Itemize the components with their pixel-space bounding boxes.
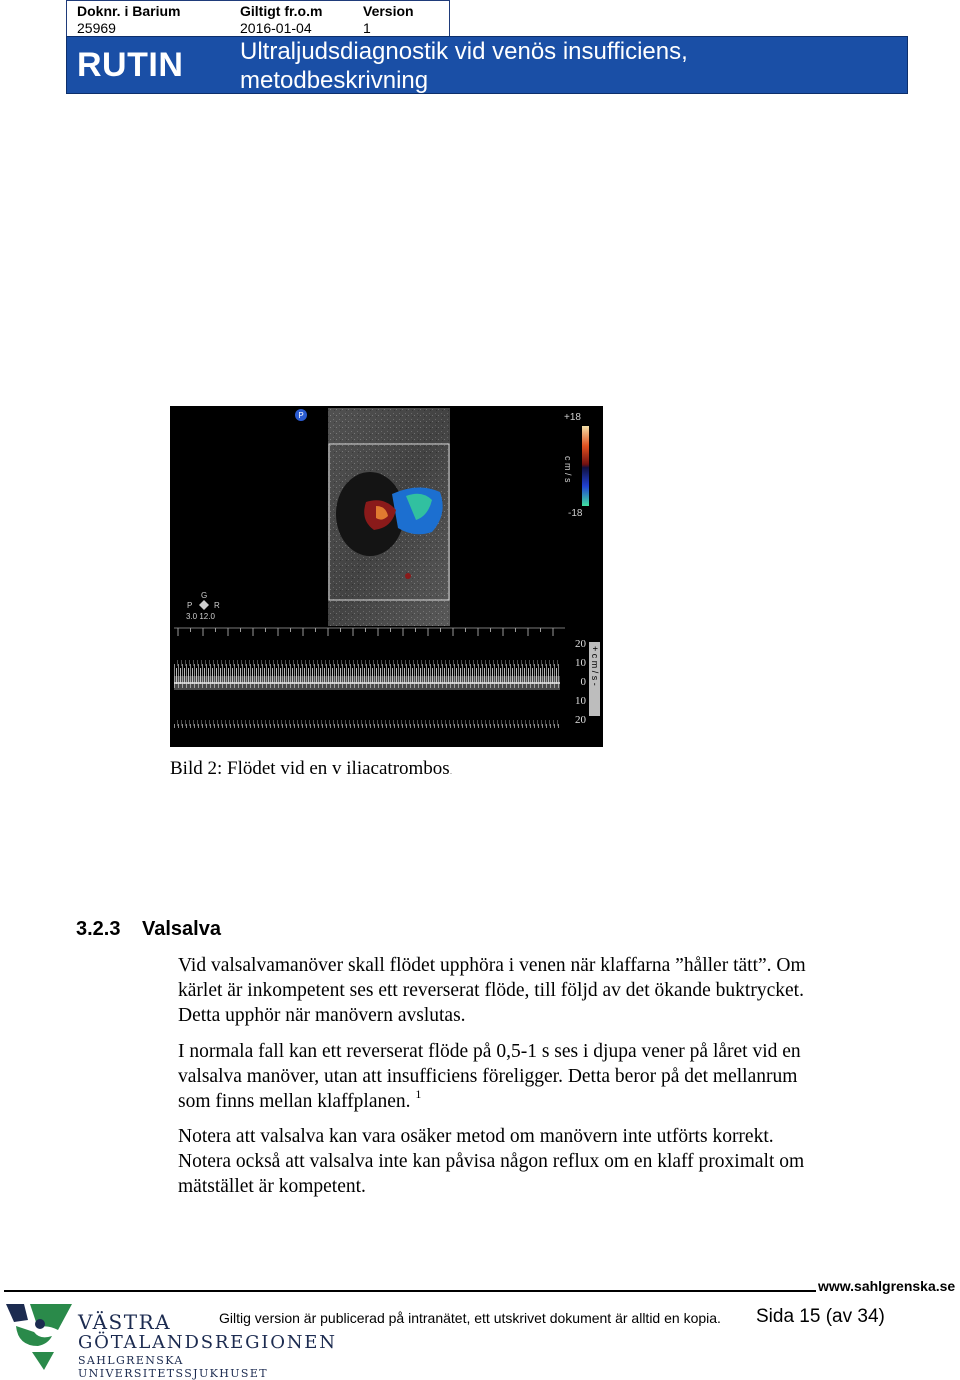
docnr-value: 25969 bbox=[77, 20, 116, 36]
doppler-scale-label: 0 bbox=[580, 676, 586, 688]
paragraph-2 bbox=[178, 1039, 898, 1114]
version-value: 1 bbox=[363, 20, 371, 36]
document-type: RUTIN bbox=[77, 46, 184, 84]
doppler-scale-label: 20 bbox=[575, 714, 586, 726]
color-scale-bar bbox=[582, 426, 589, 506]
paragraph-1 bbox=[178, 953, 898, 1028]
view-label-g: G bbox=[201, 591, 208, 600]
figure-caption bbox=[170, 758, 452, 780]
document-meta-box bbox=[66, 0, 450, 36]
doppler-unit: + c m / s - bbox=[590, 646, 600, 686]
document-title bbox=[240, 37, 840, 95]
footer-note: Giltig version är publicerad på intranätet, ett utskrivet dokument är alltid en kopia. bbox=[219, 1310, 721, 1326]
footer-rule bbox=[4, 1290, 816, 1292]
version-label: Version bbox=[363, 3, 414, 19]
view-label-r: R bbox=[214, 601, 220, 610]
paragraph-line-text: som finns mellan klaffplanen. bbox=[178, 1091, 411, 1112]
color-scale-top: +18 bbox=[564, 412, 581, 423]
paragraph-3 bbox=[178, 1124, 898, 1199]
logo-line-1: VÄSTRA bbox=[78, 1310, 172, 1334]
paragraph-line: Notera att valsalva kan vara osäker metod om manövern inte utförts korrekt. bbox=[178, 1126, 774, 1147]
color-scale-bottom: -18 bbox=[568, 508, 583, 519]
paragraph-line: valsalva manöver, utan att insufficiens föreligger. Detta beror på det mellanrum bbox=[178, 1066, 798, 1087]
paragraph-line: I normala fall kan ett reverserat flöde på 0,5-1 s ses i djupa vener på låret vid en bbox=[178, 1041, 801, 1062]
paragraph-line: Vid valsalvamanöver skall flödet upphöra i venen när klaffarna ”håller tätt”. Om bbox=[178, 955, 806, 976]
vgr-logo-icon bbox=[4, 1300, 74, 1372]
page-number: Sida 15 (av 34) bbox=[756, 1306, 885, 1327]
document-title-band bbox=[66, 36, 908, 94]
doppler-scale-label: 10 bbox=[575, 695, 586, 707]
document-title-line-2: metodbeskrivning bbox=[240, 67, 429, 94]
ultrasound-image bbox=[170, 406, 603, 747]
paragraph-line bbox=[178, 1089, 898, 1114]
paragraph-line: mätstället är kompetent. bbox=[178, 1176, 366, 1197]
probe-marker-label: P bbox=[298, 411, 304, 420]
view-label-p: P bbox=[187, 601, 193, 610]
paragraph-line: Detta upphör när manövern avslutas. bbox=[178, 1005, 466, 1026]
reference-marker[interactable]: 1 bbox=[415, 1087, 422, 1101]
docnr-label: Doknr. i Barium bbox=[77, 3, 181, 19]
doppler-scale-label: 20 bbox=[575, 638, 586, 650]
ultrasound-svg bbox=[170, 406, 603, 747]
figure-caption-dot: . bbox=[449, 766, 453, 776]
section-title: Valsalva bbox=[142, 918, 221, 940]
document-title-line-1: Ultraljudsdiagnostik vid venös insufficiens, bbox=[240, 38, 688, 65]
logo-line-3: SAHLGRENSKA UNIVERSITETSSJUKHUSET bbox=[78, 1354, 269, 1380]
color-scale-unit: c m / s bbox=[563, 456, 573, 483]
paragraph-line: kärlet är inkompetent ses ett reverserat flöde, till följd av det ökande buktrycket. bbox=[178, 980, 804, 1001]
logo-line-2: GÖTALANDSREGIONEN bbox=[78, 1332, 337, 1353]
section-number: 3.2.3 bbox=[76, 918, 121, 940]
section-heading bbox=[76, 918, 221, 941]
figure-caption-text: Bild 2: Flödet vid en v iliacatrombos bbox=[170, 758, 450, 779]
valid-from-label: Giltigt fr.o.m bbox=[240, 3, 323, 19]
paragraph-line: Notera också att valsalva inte kan påvisa någon reflux om en klaff proximalt om bbox=[178, 1151, 805, 1172]
view-values: 3.0 12.0 bbox=[186, 612, 215, 621]
doppler-scale-label: 10 bbox=[575, 657, 586, 669]
footer-url[interactable]: www.sahlgrenska.se bbox=[818, 1278, 956, 1294]
valid-from-value: 2016-01-04 bbox=[240, 20, 312, 36]
